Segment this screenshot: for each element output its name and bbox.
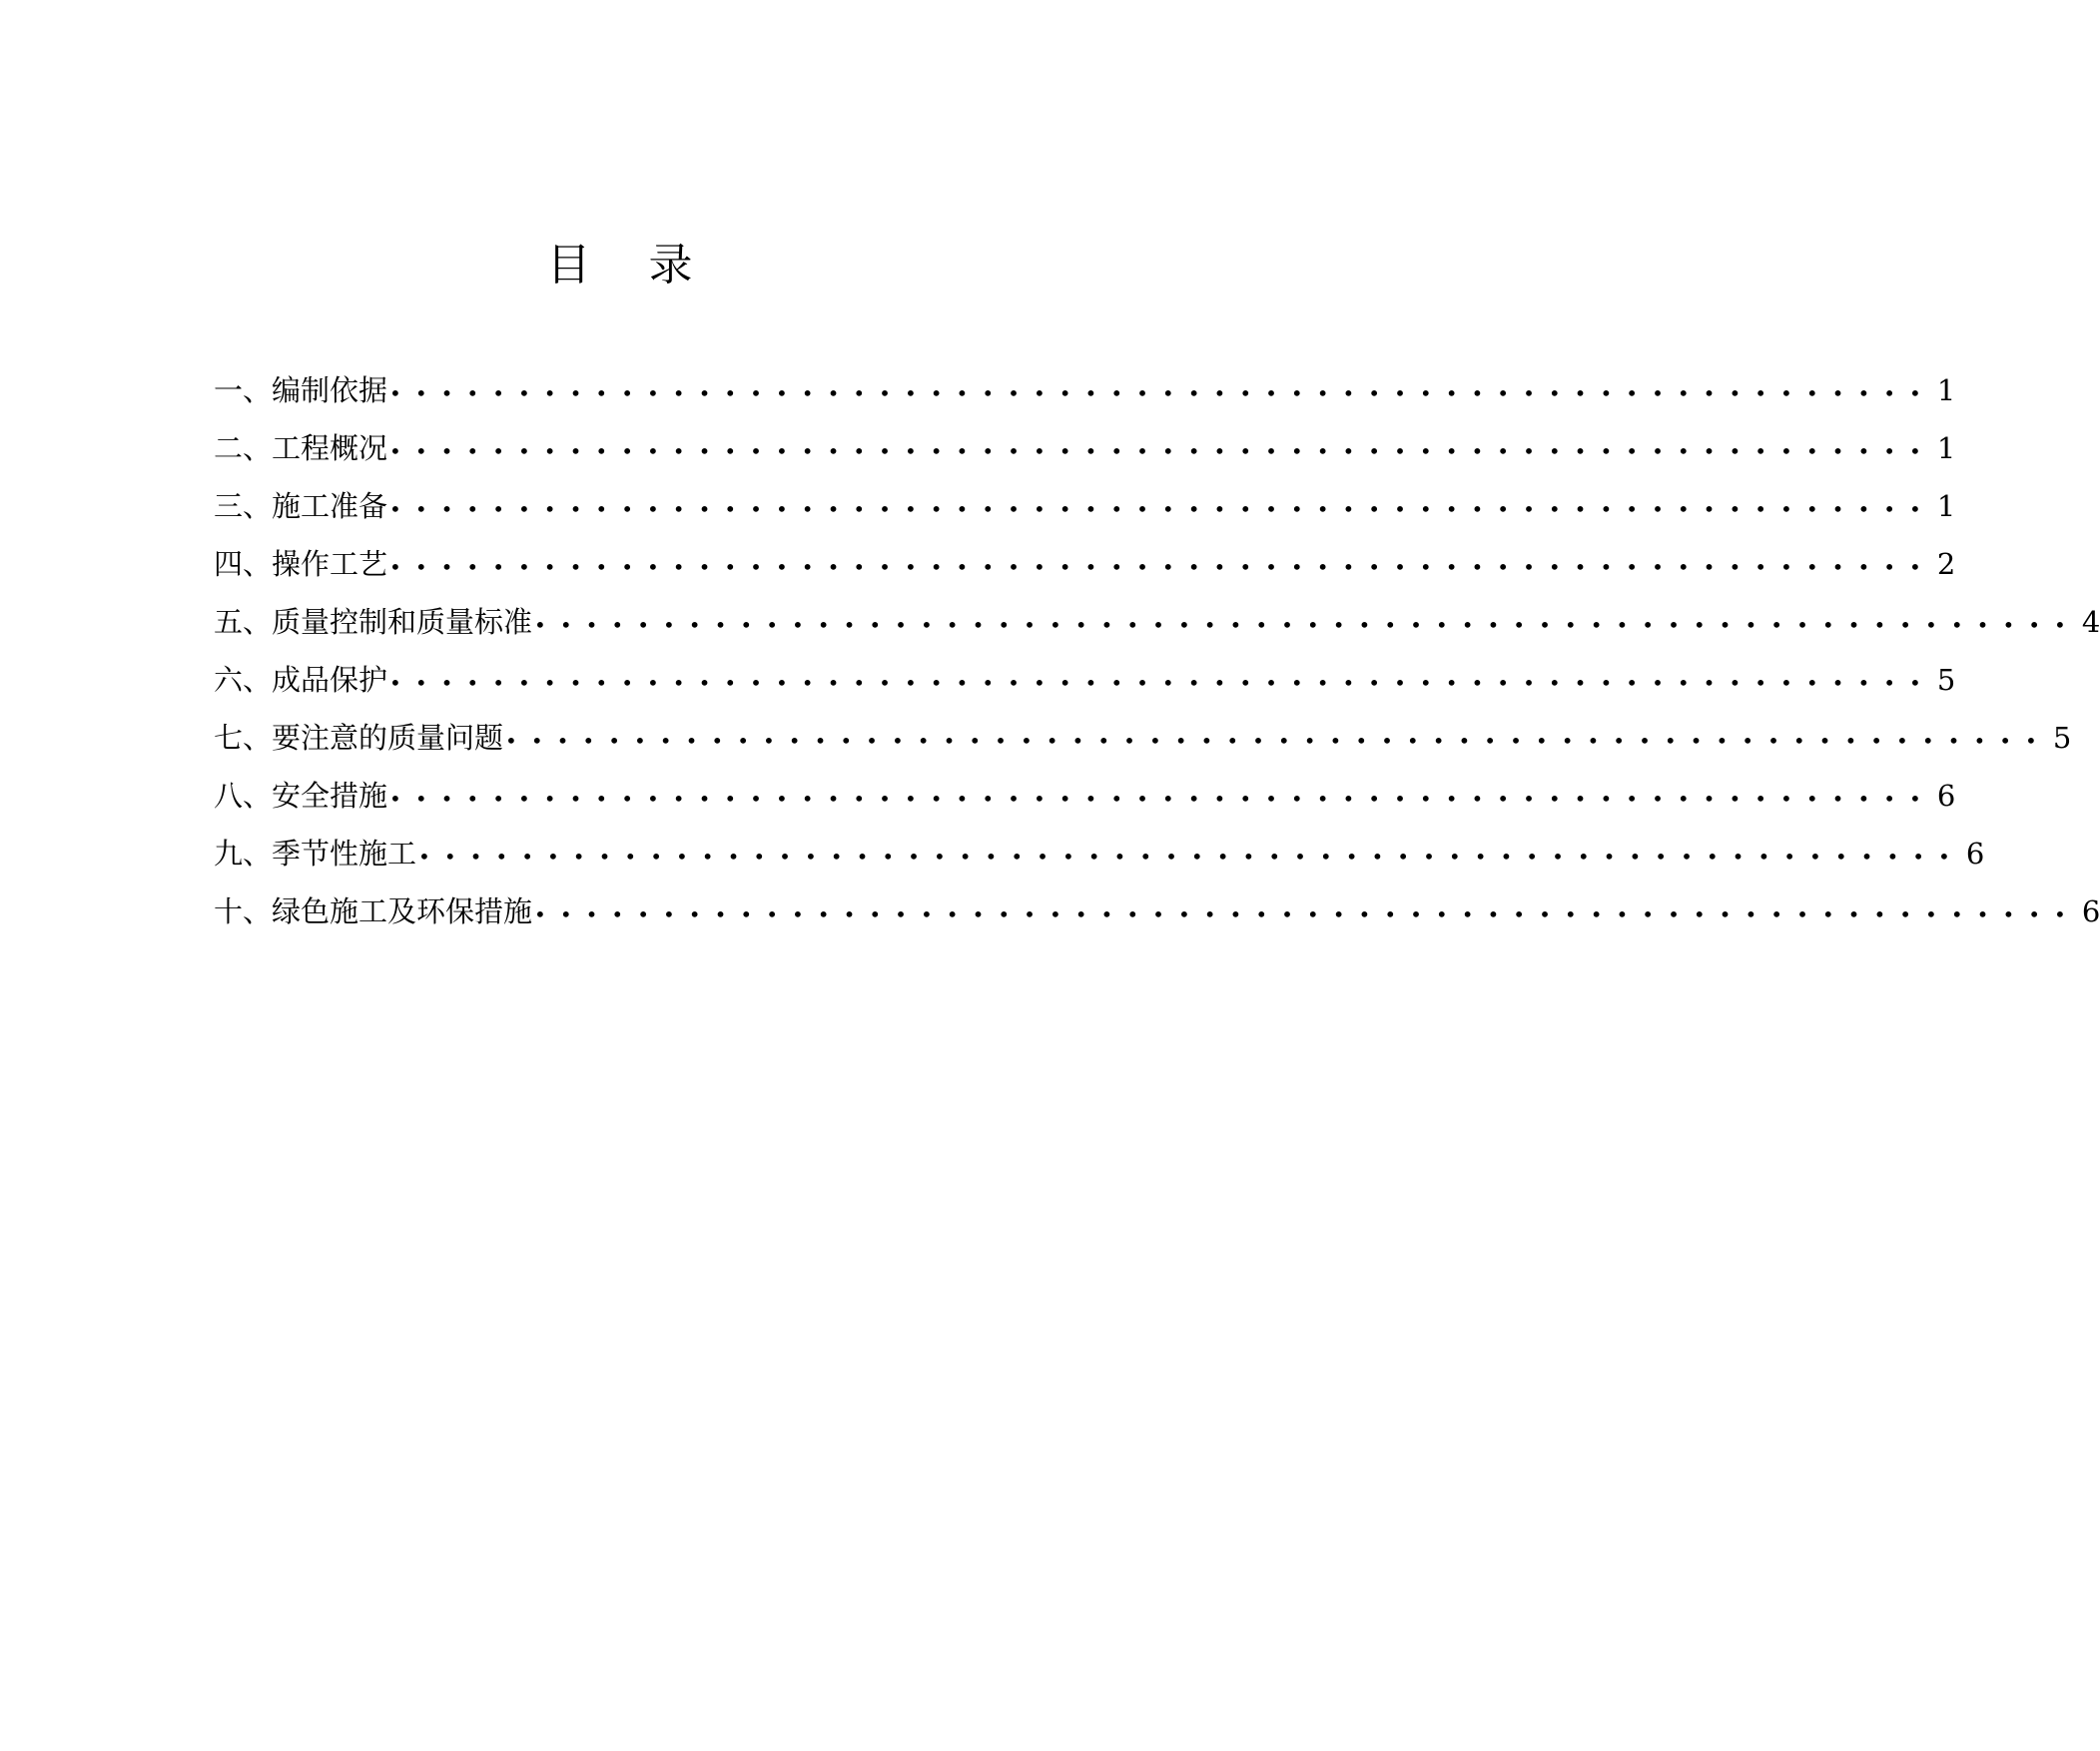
toc-entry-label: 九、季节性施工 xyxy=(214,837,417,871)
toc-entry[interactable] xyxy=(214,767,1956,825)
toc-entry-label: 二、工程概况 xyxy=(214,431,388,465)
table-of-contents xyxy=(214,361,2100,940)
toc-entry[interactable] xyxy=(214,361,1956,419)
toc-dot-leader: •••••••••••••••••••••••••••••••••••••••••••••••••••••••••••• xyxy=(534,613,2080,637)
toc-dot-leader: •••••••••••••••••••••••••••••••••••••••••••••••••••••••••••• xyxy=(389,671,1935,695)
toc-entry[interactable] xyxy=(214,882,2100,940)
toc-entry[interactable] xyxy=(214,477,1956,535)
toc-dot-leader: •••••••••••••••••••••••••••••••••••••••••••••••••••••••••••• xyxy=(389,381,1935,405)
toc-entry-page-number: 2 xyxy=(1936,547,1956,581)
toc-entry-page-number: 6 xyxy=(1936,779,1956,813)
toc-entry-page-number: 1 xyxy=(1936,489,1956,523)
toc-dot-leader: •••••••••••••••••••••••••••••••••••••••••••••••••••••••••••• xyxy=(418,845,1964,869)
toc-entry-page-number: 5 xyxy=(1936,663,1956,697)
toc-dot-leader: •••••••••••••••••••••••••••••••••••••••••••••••••••••••••••• xyxy=(505,729,2051,753)
toc-dot-leader: •••••••••••••••••••••••••••••••••••••••••••••••••••••••••••• xyxy=(534,902,2080,926)
page-title: 目录 xyxy=(546,240,751,291)
toc-dot-leader: •••••••••••••••••••••••••••••••••••••••••••••••••••••••••••• xyxy=(389,497,1935,521)
toc-entry-page-number: 4 xyxy=(2081,605,2100,639)
toc-entry-label: 五、质量控制和质量标准 xyxy=(214,605,533,639)
toc-entry[interactable] xyxy=(214,825,1985,882)
toc-entry-label: 六、成品保护 xyxy=(214,663,388,697)
toc-dot-leader: •••••••••••••••••••••••••••••••••••••••••••••••••••••••••••• xyxy=(389,787,1935,811)
toc-entry-label: 一、编制依据 xyxy=(214,373,388,407)
toc-entry-page-number: 6 xyxy=(1965,837,1985,871)
toc-entry[interactable] xyxy=(214,651,1956,709)
toc-entry-page-number: 1 xyxy=(1936,431,1956,465)
toc-entry-label: 十、绿色施工及环保措施 xyxy=(214,894,533,928)
toc-dot-leader: •••••••••••••••••••••••••••••••••••••••••••••••••••••••••••• xyxy=(389,439,1935,463)
toc-entry[interactable] xyxy=(214,709,2072,767)
toc-entry[interactable] xyxy=(214,593,2100,651)
toc-entry-label: 八、安全措施 xyxy=(214,779,388,813)
toc-entry-label: 四、操作工艺 xyxy=(214,547,388,581)
toc-entry-page-number: 6 xyxy=(2081,894,2100,928)
toc-entry[interactable] xyxy=(214,535,1956,593)
toc-entry-label: 三、施工准备 xyxy=(214,489,388,523)
toc-entry-page-number: 1 xyxy=(1936,373,1956,407)
toc-entry-label: 七、要注意的质量问题 xyxy=(214,721,504,755)
toc-dot-leader: •••••••••••••••••••••••••••••••••••••••••••••••••••••••••••• xyxy=(389,555,1935,579)
toc-entry[interactable] xyxy=(214,419,1956,477)
toc-entry-page-number: 5 xyxy=(2052,721,2072,755)
